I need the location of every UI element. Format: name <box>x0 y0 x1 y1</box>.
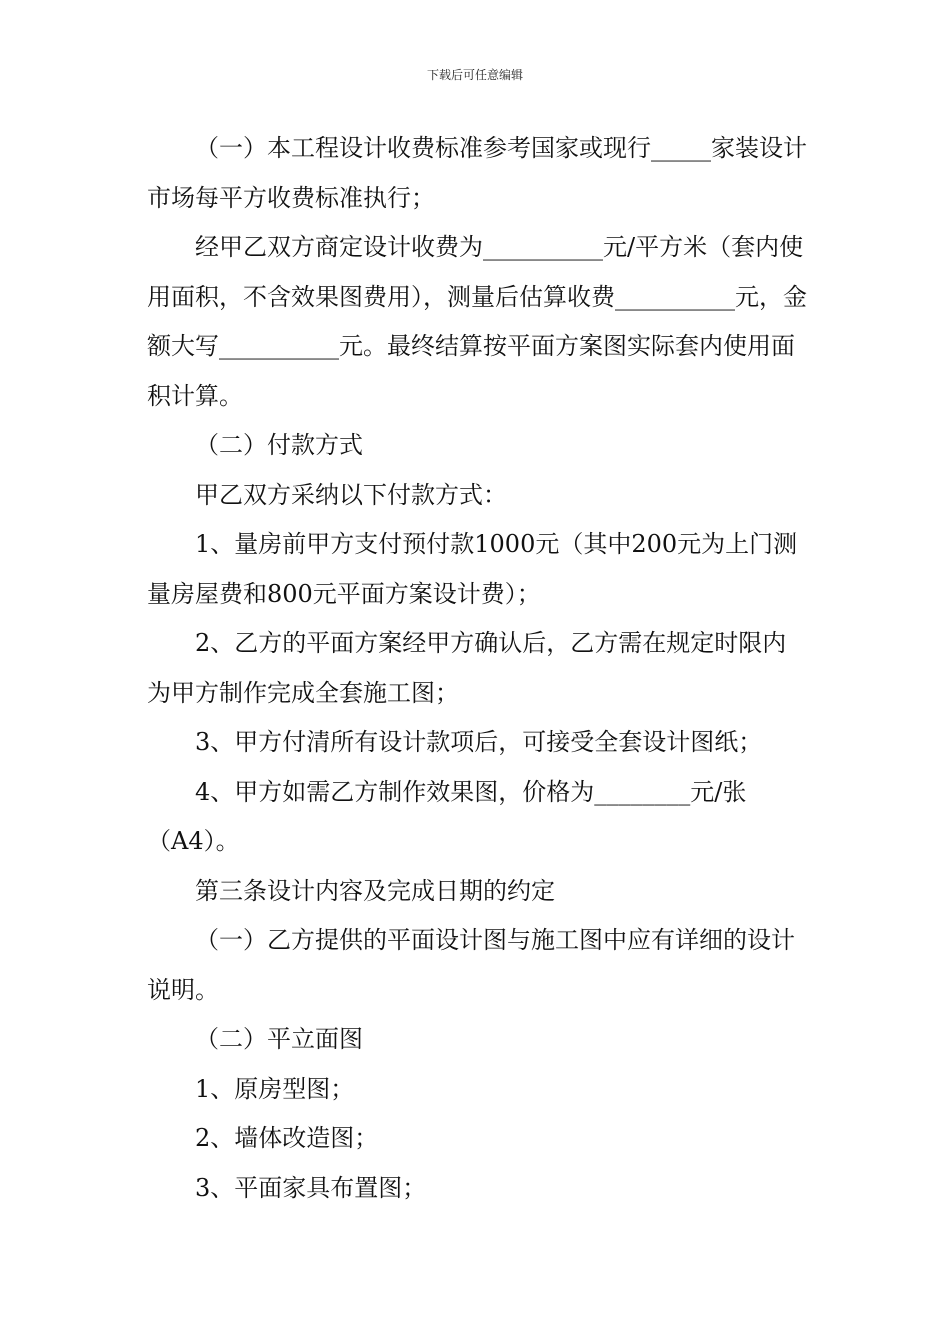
page-header: 下载后可任意编辑 <box>426 68 523 82</box>
paragraph-fee-agreement: 经甲乙双方商定设计收费为__________元/平方米（套内使用面积，不含效果图费用），测量后估算收费__________元，金额大写__________元。最终结算按平面方案图实际套内使用面积计算。 <box>147 233 807 410</box>
document-body <box>147 124 807 1213</box>
paragraph-elevation-item-2: 2、墙体改造图； <box>195 1124 379 1152</box>
paragraph-payment-heading: （二）付款方式 <box>195 431 363 459</box>
paragraph-elevation-heading: （二）平立面图 <box>195 1025 363 1053</box>
paragraph-payment-item-1: 1、量房前甲方支付预付款1000元（其中200元为上门测量房屋费和800元平面方案设计费）； <box>147 530 798 608</box>
paragraph-fee-standard: （一）本工程设计收费标准参考国家或现行_____家装设计市场每平方收费标准执行； <box>147 134 807 212</box>
paragraph-article-three: 第三条设计内容及完成日期的约定 <box>195 876 555 905</box>
paragraph-elevation-item-3: 3、平面家具布置图； <box>195 1173 427 1202</box>
paragraph-payment-item-2: 2、乙方的平面方案经甲方确认后，乙方需在规定时限内为甲方制作完成全套施工图； <box>147 629 787 707</box>
paragraph-payment-item-3: 3、甲方付清所有设计款项后，可接受全套设计图纸； <box>195 728 763 756</box>
paragraph-design-drawings: （一）乙方提供的平面设计图与施工图中应有详细的设计说明。 <box>147 926 795 1004</box>
paragraph-payment-item-4: 4、甲方如需乙方制作效果图，价格为________元/张（A4）。 <box>147 777 747 855</box>
paragraph-elevation-item-1: 1、原房型图； <box>195 1074 355 1103</box>
paragraph-payment-intro: 甲乙双方采纳以下付款方式： <box>195 480 507 509</box>
